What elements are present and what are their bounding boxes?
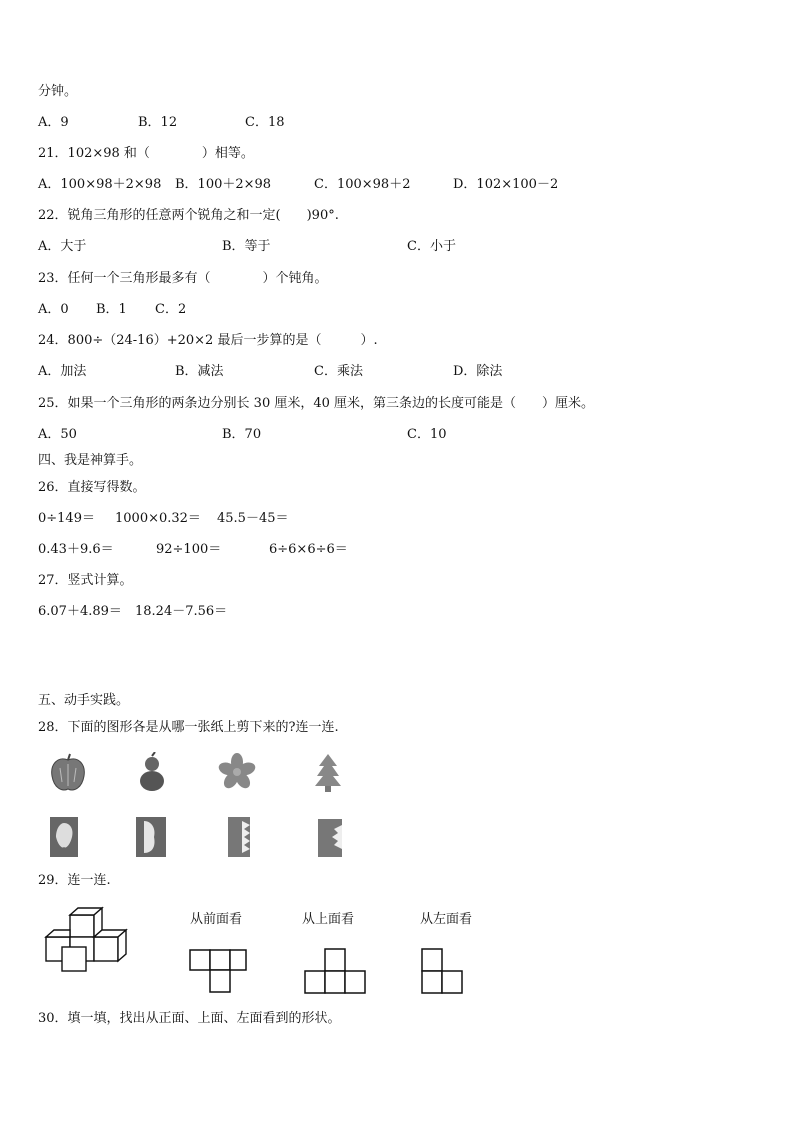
apple-icon[interactable] xyxy=(52,754,85,790)
q26-item-5: 92÷100＝ xyxy=(156,542,222,557)
q21-option-c[interactable]: C．100×98＋2 xyxy=(314,177,411,192)
q27-stem: 27．竖式计算。 xyxy=(38,573,133,588)
q26-item-6: 6÷6×6÷6＝ xyxy=(269,542,348,557)
view-shape-top[interactable] xyxy=(303,946,369,996)
q20-option-c[interactable]: C．18 xyxy=(245,115,285,130)
q23-option-c[interactable]: C．2 xyxy=(155,302,187,317)
q26-item-1: 0÷149＝ xyxy=(38,511,95,526)
q21-option-a[interactable]: A．100×98＋2×98 xyxy=(38,177,162,192)
q24-option-b[interactable]: B．减法 xyxy=(175,364,224,379)
q24-option-c[interactable]: C．乘法 xyxy=(314,364,363,379)
q23-stem: 23．任何一个三角形最多有（ ）个钝角。 xyxy=(38,271,328,286)
q21-stem: 21．102×98 和（ ）相等。 xyxy=(38,146,254,161)
gourd-icon[interactable] xyxy=(140,752,164,791)
section-4-heading: 四、我是神算手。 xyxy=(38,453,143,468)
paper-cut-4[interactable] xyxy=(318,819,342,857)
q25-option-c[interactable]: C．10 xyxy=(407,427,447,442)
view-shape-left[interactable] xyxy=(420,946,466,996)
q27-item-1: 6.07＋4.89＝ xyxy=(38,604,122,619)
q20-option-b[interactable]: B．12 xyxy=(138,115,178,130)
q24-option-d[interactable]: D．除法 xyxy=(453,364,503,379)
view-label-front: 从前面看 xyxy=(190,912,243,927)
flower-icon[interactable] xyxy=(217,753,257,791)
q22-stem: 22．锐角三角形的任意两个锐角之和一定( )90°. xyxy=(38,208,339,223)
tree-icon[interactable] xyxy=(315,754,341,792)
q22-option-c[interactable]: C．小于 xyxy=(407,239,456,254)
q20-option-a[interactable]: A．9 xyxy=(38,115,69,130)
q23-option-a[interactable]: A．0 xyxy=(38,302,69,317)
q21-option-d[interactable]: D．102×100－2 xyxy=(453,177,559,192)
q28-papers-row xyxy=(48,815,368,861)
q24-option-a[interactable]: A．加法 xyxy=(38,364,87,379)
q22-option-b[interactable]: B．等于 xyxy=(222,239,271,254)
q30-stem: 30．填一填，找出从正面、上面、左面看到的形状。 xyxy=(38,1011,341,1026)
q29-stem: 29．连一连. xyxy=(38,873,111,888)
section-5-heading: 五、动手实践。 xyxy=(38,693,130,708)
q26-item-4: 0.43＋9.6＝ xyxy=(38,542,114,557)
q24-stem: 24．800÷（24-16）+20×2 最后一步算的是（ ）. xyxy=(38,333,378,348)
view-label-left: 从左面看 xyxy=(420,912,473,927)
q28-stem: 28．下面的图形各是从哪一张纸上剪下来的?连一连. xyxy=(38,720,339,735)
paper-cut-1[interactable] xyxy=(50,817,78,857)
q21-option-b[interactable]: B．100＋2×98 xyxy=(175,177,272,192)
view-label-top: 从上面看 xyxy=(302,912,355,927)
q23-option-b[interactable]: B．1 xyxy=(96,302,127,317)
q26-stem: 26．直接写得数。 xyxy=(38,480,146,495)
q25-option-a[interactable]: A．50 xyxy=(38,427,77,442)
paper-cut-2[interactable] xyxy=(136,817,166,857)
q28-shapes-row xyxy=(48,752,368,794)
q29-cube-stack[interactable] xyxy=(42,905,134,975)
q27-item-2: 18.24－7.56＝ xyxy=(135,604,228,619)
paper-cut-3[interactable] xyxy=(228,817,250,857)
q26-item-2: 1000×0.32＝ xyxy=(115,511,201,526)
q22-option-a[interactable]: A．大于 xyxy=(38,239,87,254)
q20-tail: 分钟。 xyxy=(38,84,78,99)
q25-option-b[interactable]: B．70 xyxy=(222,427,262,442)
q26-item-3: 45.5－45＝ xyxy=(217,511,289,526)
view-shape-front[interactable] xyxy=(188,946,248,996)
q25-stem: 25．如果一个三角形的两条边分别长 30 厘米，40 厘米，第三条边的长度可能是（ ）厘米。 xyxy=(38,396,595,411)
